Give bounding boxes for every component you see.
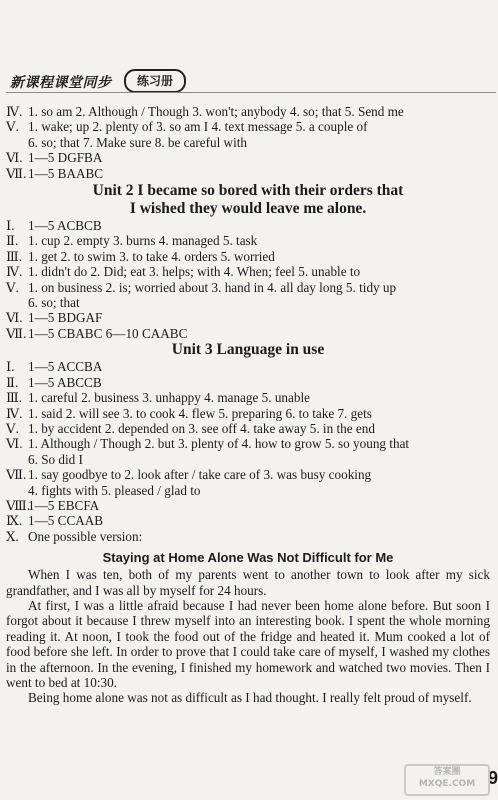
answer-text: 1—5 EBCFA — [28, 497, 100, 513]
essay-paragraph: When I was ten, both of my parents went to another town to look after my sick grandfather, and I was all by myself for 24 hours. — [6, 567, 490, 598]
essay-title: Staying at Home Alone Was Not Difficult for Me — [102, 550, 394, 566]
section-number: Ⅰ. — [6, 359, 15, 375]
section-number: Ⅶ. — [6, 165, 27, 181]
answer-line — [6, 483, 490, 498]
page-header — [6, 68, 496, 94]
essay-paragraph: At first, I was a little afraid because I had never been home alone before. But soon I forgot about it because I threw myself into an interesting book. I spent the whole morning reading it. At noon, I took the food out of the fridge and heated it. Mum cooked a lot of food before she left. In order to prove that I could take care of myself, I washed my clothes in the afternoon. In the evening, I finished my homework and watched two movies. Then I went to bed at 10:30. — [6, 597, 490, 690]
section-number: Ⅴ. — [6, 420, 19, 436]
unit2-title-line1: Unit 2 I became so bored with their orders that — [92, 182, 404, 200]
unit3-title: Unit 3 Language in use — [171, 341, 325, 359]
answer-text: 6. so; that — [28, 295, 80, 311]
section-number: Ⅲ. — [6, 390, 23, 406]
series-title: 新课程课堂同步 — [10, 75, 112, 91]
section-number: Ⅴ. — [6, 119, 19, 135]
unit1-section-end — [6, 104, 490, 181]
watermark-line1: 答案圈 — [433, 767, 461, 777]
section-number: Ⅳ. — [6, 405, 23, 421]
answer-text: 1. didn't do 2. Did; eat 3. helps; with 4. When; feel 5. unable to — [28, 264, 361, 280]
section-number: Ⅲ. — [6, 248, 23, 264]
answer-key — [6, 104, 490, 706]
answer-text: 6. so; that 7. Make sure 8. be careful with — [28, 134, 247, 150]
unit2-title-line2: I wished they would leave me alone. — [129, 200, 367, 218]
answer-line — [6, 529, 490, 544]
answer-text: 1—5 ACBCB — [28, 218, 102, 234]
answer-line — [6, 135, 490, 150]
answer-line — [6, 467, 490, 482]
section-number: Ⅳ. — [6, 264, 23, 280]
answer-text: 1. on business 2. is; worried about 3. hand in 4. all day long 5. tidy up — [28, 279, 397, 295]
answer-line — [6, 421, 490, 436]
answer-text: 1. say goodbye to 2. look after / take care of 3. was busy cooking — [28, 467, 372, 483]
unit2-title — [6, 182, 490, 218]
answer-line — [6, 166, 490, 181]
workbook-badge: 练习册 — [124, 69, 186, 93]
section-number: Ⅱ. — [6, 233, 19, 249]
header-rule — [6, 92, 496, 93]
unit3-section — [6, 359, 490, 544]
answer-line — [6, 249, 490, 264]
answer-text: 1—5 DGFBA — [28, 150, 103, 166]
answer-text: 1. Although / Though 2. but 3. plenty of 4. how to grow 5. so young that — [28, 436, 410, 452]
answer-text: 1. so am 2. Although / Though 3. won't; anybody 4. so; that 5. Send me — [28, 104, 404, 119]
answer-line — [6, 280, 490, 295]
site-watermark — [404, 764, 490, 796]
section-number: Ⅳ. — [6, 104, 23, 119]
answer-line — [6, 119, 490, 134]
answer-line — [6, 310, 490, 325]
answer-line — [6, 150, 490, 165]
answer-line — [6, 390, 490, 405]
answer-line — [6, 513, 490, 528]
answer-text: 1. careful 2. business 3. unhappy 4. manage 5. unable — [28, 390, 310, 406]
answer-line — [6, 436, 490, 451]
answer-line — [6, 218, 490, 233]
answer-line — [6, 375, 490, 390]
unit2-section — [6, 218, 490, 341]
answer-text: One possible version: — [28, 528, 143, 544]
section-number: Ⅷ. — [6, 497, 31, 513]
answer-text: 1. get 2. to swim 3. to take 4. orders 5. worried — [28, 248, 275, 264]
answer-text: 1. by accident 2. depended on 3. see off 4. take away 5. in the end — [28, 420, 375, 436]
page-number: 9 — [487, 768, 498, 788]
answer-text: 1—5 CBABC 6—10 CAABC — [28, 325, 188, 341]
answer-text: 1. said 2. will see 3. to cook 4. flew 5. preparing 6. to take 7. gets — [28, 405, 372, 421]
section-number: Ⅴ. — [6, 279, 19, 295]
watermark-line2: MXQE.COM — [418, 779, 476, 789]
answer-text: 1. wake; up 2. plenty of 3. so am I 4. text message 5. a couple of — [28, 119, 368, 135]
section-number: Ⅰ. — [6, 218, 15, 234]
section-number: Ⅹ. — [6, 528, 19, 544]
answer-text: 1—5 ABCCB — [28, 374, 102, 390]
answer-text: 1. cup 2. empty 3. burns 4. managed 5. task — [28, 233, 258, 249]
answer-text: 1—5 BAABC — [28, 165, 104, 181]
answer-line — [6, 359, 490, 374]
answer-line — [6, 104, 490, 119]
section-number: Ⅱ. — [6, 374, 19, 390]
answer-text: 1—5 CCAAB — [28, 513, 104, 529]
section-number: Ⅵ. — [6, 150, 23, 166]
section-number: Ⅸ. — [6, 513, 23, 529]
answer-text: 1—5 ACCBA — [28, 359, 103, 375]
answer-line — [6, 233, 490, 248]
section-number: Ⅵ. — [6, 310, 23, 326]
answer-line — [6, 295, 490, 310]
answer-text: 1—5 BDGAF — [28, 310, 103, 326]
answer-line — [6, 406, 490, 421]
section-number: Ⅵ. — [6, 436, 23, 452]
answer-text: 4. fights with 5. pleased / glad to — [28, 482, 201, 498]
section-number: Ⅶ. — [6, 467, 27, 483]
answer-line — [6, 452, 490, 467]
essay-body — [6, 567, 490, 706]
answer-line — [6, 326, 490, 341]
answer-line — [6, 498, 490, 513]
answer-text: 6. So did I — [28, 451, 83, 467]
answer-line — [6, 264, 490, 279]
section-number: Ⅶ. — [6, 325, 27, 341]
essay-paragraph: Being home alone was not as difficult as I had thought. I really felt proud of myself. — [28, 690, 472, 706]
